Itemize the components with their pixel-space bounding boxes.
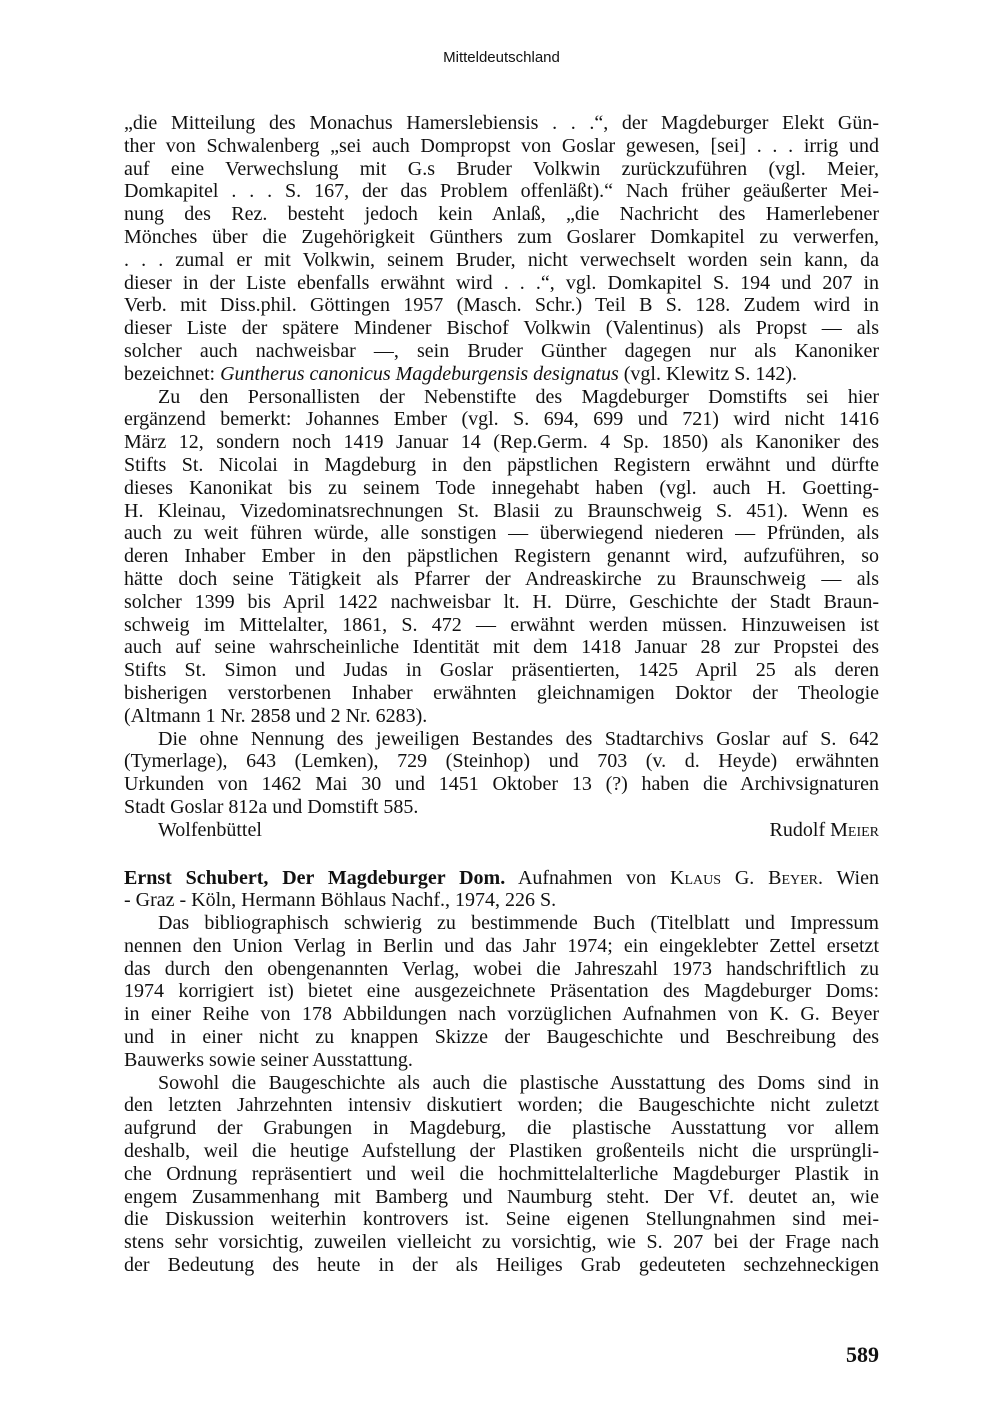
text-line: (Tymerlage), 643 (Lemken), 729 (Steinhop) und 703 (v. d. Heyde) erwähnten xyxy=(124,750,879,773)
text-line: Stifts St. Simon und Judas in Goslar präsentierten, 1425 April 25 als deren xyxy=(124,659,879,682)
text-line: deshalb, weil die heutige Aufstellung der Plastiken großenteils nicht die ursprüngli- xyxy=(124,1140,879,1163)
page xyxy=(124,0,879,1419)
text-line: H. Kleinau, Vizedominatsrechnungen St. Blasii zu Braunschweig S. 451). Wenn es xyxy=(124,499,879,522)
text-line: aufgrund der Grabungen in Magdeburg, die plastische Ausstattung vor allem xyxy=(124,1117,879,1140)
text-fragment: . Wien xyxy=(818,866,879,889)
text-fragment: Aufnahmen von xyxy=(505,866,671,889)
text-line: dieses Kanonikat bis zu seinem Tode innegehabt haben (vgl. auch H. Goetting- xyxy=(124,476,879,499)
text-line: 1974 korrigiert ist) bietet eine ausgezeichnete Präsentation des Magdeburger Doms: xyxy=(124,980,879,1003)
text-fragment: bezeichnet: xyxy=(124,362,221,385)
text-line: die Diskussion weiterhin kontrovers ist. Seine eigenen Stellungnahmen sind mei- xyxy=(124,1208,879,1231)
text-line: Stifts St. Nicolai in Magdeburg in den päpstlichen Registern erwähnt und dürfte xyxy=(124,453,879,476)
italic-quote: Guntherus canonicus Magdeburgensis designatus xyxy=(220,362,619,385)
text-line: schweig im Mittelalter, 1861, S. 472 — erwähnt werden müssen. Hinzuweisen ist xyxy=(124,613,879,636)
review2-paragraph-1 xyxy=(124,912,879,1072)
page-number: 589 xyxy=(846,1342,879,1367)
text-line: März 12, sondern noch 1419 Januar 14 (Rep.Germ. 4 Sp. 1850) als Kanoniker des xyxy=(124,431,879,454)
section-gap xyxy=(124,842,879,867)
text-line: dieser in der Liste ebenfalls erwähnt wird . . .“, vgl. Domkapitel S. 194 und 207 in xyxy=(124,271,879,294)
text-line: ther von Schwalenberg „sei auch Dompropst von Goslar gewesen, [sei] . . . irrig und xyxy=(124,134,879,157)
text-line: solcher 1399 bis April 1422 nachweisbar lt. H. Dürre, Geschichte der Stadt Braun- xyxy=(124,590,879,613)
reviewer-first-name: Rudolf xyxy=(769,818,831,841)
review-signature xyxy=(124,819,879,842)
running-head: Mitteldeutschland xyxy=(443,49,560,66)
text-line: che Ordnung repräsentiert und weil die hochmittelalterliche Magdeburger Plastik in xyxy=(124,1162,879,1185)
text-line: solcher auch nachweisbar —, sein Bruder Günther dagegen nur als Kanoniker xyxy=(124,339,879,362)
text-line: den letzten Jahrzehnten intensiv diskutiert worden; die Baugeschichte nicht zuletzt xyxy=(124,1094,879,1117)
text-line: Mönches über die Zugehörigkeit Günthers zum Goslarer Domkapitel zu verwerfen, xyxy=(124,225,879,248)
text-line: in einer Reihe von 178 Abbildungen nach vorzüglichen Aufnahmen von K. G. Beyer xyxy=(124,1003,879,1026)
text-line: Bauwerks sowie seiner Ausstattung. xyxy=(124,1048,413,1071)
text-line: Urkunden von 1462 Mai 30 und 1451 Oktober 13 (?) haben die Archivsignaturen xyxy=(124,773,879,796)
photographer-name: Klaus G. Beyer xyxy=(670,866,819,889)
reviewer-name xyxy=(770,819,879,842)
review2-paragraph-2 xyxy=(124,1072,879,1277)
review2-heading xyxy=(124,867,879,913)
text-line: Domkapitel . . . S. 167, der das Problem offenläßt).“ Nach früher geäußerter Mei- xyxy=(124,180,879,203)
text-line: stens sehr vorsichtig, zuweilen vielleicht zu vorsichtig, wie S. 207 bei der Frage nach xyxy=(124,1231,879,1254)
review1-paragraph-1 xyxy=(124,112,879,386)
reviewer-last-name: Meier xyxy=(830,818,879,841)
review1-paragraph-3 xyxy=(124,728,879,819)
text-line: Die ohne Nennung des jeweiligen Bestandes des Stadtarchivs Goslar auf S. 642 xyxy=(158,727,879,750)
review1-paragraph-2 xyxy=(124,386,879,728)
text-line xyxy=(124,363,879,386)
text-line: engem Zusammenhang mit Bamberg und Naumburg steht. Der Vf. deutet an, wie xyxy=(124,1185,879,1208)
text-line: Verb. mit Diss.phil. Göttingen 1957 (Masch. Schr.) Teil B S. 128. Zudem wird in xyxy=(124,294,879,317)
text-line: Das bibliographisch schwierig zu bestimmende Buch (Titelblatt und Impressum xyxy=(158,912,879,935)
text-line: Sowohl die Baugeschichte als auch die plastische Ausstattung des Doms sind in xyxy=(158,1071,879,1094)
text-fragment: (vgl. Klewitz S. 142). xyxy=(618,362,798,385)
text-line: und in einer nicht zu knappen Skizze der Baugeschichte und Beschreibung des xyxy=(124,1026,879,1049)
body-text xyxy=(124,112,879,1277)
text-line: (Altmann 1 Nr. 2858 und 2 Nr. 6283). xyxy=(124,704,428,727)
text-line: Stadt Goslar 812a und Domstift 585. xyxy=(124,795,419,818)
text-line: „die Mitteilung des Monachus Hamerslebiensis . . .“, der Magdeburger Elekt Gün- xyxy=(124,112,879,134)
text-line xyxy=(124,867,879,890)
text-line: auf eine Verwechslung mit G.s Bruder Volkwin zurückzuführen (vgl. Meier, xyxy=(124,157,879,180)
text-line: - Graz - Köln, Hermann Böhlaus Nachf., 1974, 226 S. xyxy=(124,889,557,912)
text-line: auch zu weit führen würde, alle sonstigen — überwiegend niederen — Pfründen, als xyxy=(124,522,879,545)
text-line: das durch den obengenannten Verlag, wobei die Jahreszahl 1973 handschriftlich zu xyxy=(124,957,879,980)
text-line: auch auf seine wahrscheinliche Identität mit dem 1418 Januar 28 zur Propstei des xyxy=(124,636,879,659)
review-title: Ernst Schubert, Der Magdeburger Dom. xyxy=(124,866,506,889)
text-line: dieser Liste der spätere Mindener Bischof Volkwin (Valentinus) als Propst — als xyxy=(124,317,879,340)
text-line: Zu den Personallisten der Nebenstifte des Magdeburger Domstifts sei hier xyxy=(158,385,879,408)
text-line: bisherigen verstorbenen Inhaber erwähnten gleichnamigen Doktor der Theologie xyxy=(124,681,879,704)
text-line: nennen den Union Verlag in Berlin und das Jahr 1974; ein eingeklebter Zettel ersetzt xyxy=(124,934,879,957)
text-line: . . . zumal er mit Volkwin, seinem Bruder, nicht verwechselt worden sein kann, da xyxy=(124,248,879,271)
text-line: hätte doch seine Tätigkeit als Pfarrer der Andreaskirche zu Braunschweig — als xyxy=(124,567,879,590)
text-line: ergänzend bemerkt: Johannes Ember (vgl. S. 694, 699 und 721) wird nicht 1416 xyxy=(124,408,879,431)
signature-place: Wolfenbüttel xyxy=(158,818,262,841)
text-line: deren Inhaber Ember in den päpstlichen Registern genannt wird, aufzuführen, so xyxy=(124,545,879,568)
text-line: der Bedeutung des heute in der als Heiliges Grab gedeuteten sechzehneckigen xyxy=(124,1254,879,1277)
text-line: nung des Rez. besteht jedoch kein Anlaß, „die Nachricht des Hamerlebener xyxy=(124,203,879,226)
